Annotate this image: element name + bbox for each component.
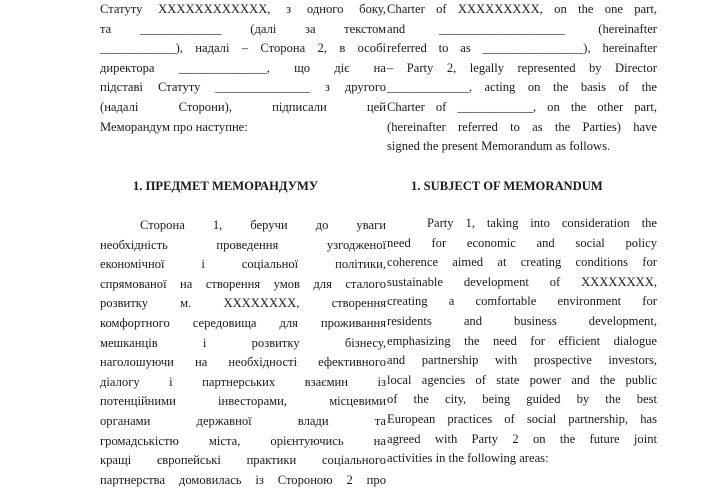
text-line: директора ______________, що діє на <box>100 60 386 75</box>
text-line: activities in the following areas: <box>387 451 549 466</box>
text-line: (hereinafter referred to as the Parties) have <box>387 119 657 134</box>
left-subject-paragraph <box>100 216 386 490</box>
text-line: local agencies of state power and the public <box>387 372 657 387</box>
text-line: Charter of ____________, on the other part, <box>387 99 657 114</box>
text-line: and partnership with prospective investors, <box>387 353 657 368</box>
text-line: економічної і соціальної політики, <box>100 257 386 272</box>
text-line: creating a comfortable environment for <box>387 294 657 309</box>
text-line: of the city, being guided by the best <box>387 392 657 407</box>
text-line: необхідність проведення узгодженої <box>100 237 386 252</box>
text-line: (надалі Сторони), підписали цей <box>100 99 386 114</box>
text-line: та _____________ (далі за текстом <box>100 21 386 36</box>
text-line: _____________, acting on the basis of the <box>387 80 657 95</box>
text-line: потенційними інвесторами, місцевими <box>100 394 386 409</box>
text-line: громадськістю міста, орієнтуючись на <box>100 433 386 448</box>
text-line: coherence aimed at creating conditions for <box>387 255 657 270</box>
text-line: emphasizing the need for efficient dialogue <box>387 333 657 348</box>
text-line: sustainable development of XXXXXXXX, <box>387 274 657 289</box>
text-line: партнерства домовилась із Стороною 2 про <box>100 472 386 487</box>
text-line: Меморандум про наступне: <box>100 119 248 134</box>
text-line: органами державної влади та <box>100 413 386 428</box>
section-heading-en: 1. SUBJECT OF MEMORANDUM <box>411 179 603 193</box>
text-line: Статуту XXXXXXXXXXXX, з одного боку, <box>100 2 386 16</box>
right-intro-paragraph <box>387 0 657 157</box>
text-line: signed the present Memorandum as follows. <box>387 139 611 154</box>
right-subject-paragraph <box>387 214 657 469</box>
text-line: – Party 2, legally represented by Director <box>387 60 657 75</box>
section-heading-uk: 1. ПРЕДМЕТ МЕМОРАНДУМУ <box>133 179 319 193</box>
text-line: referred to as ________________), hereinafter <box>387 41 657 56</box>
text-line: діалогу і партнерських взаємин із <box>100 374 386 389</box>
text-line: спрямованої на створення умов для сталого <box>100 276 386 291</box>
text-line: мешканців і розвитку бізнесу, <box>100 335 386 350</box>
text-line: agreed with Party 2 on the future joint <box>387 431 657 446</box>
text-line: Charter of XXXXXXXXX, on the one part, <box>387 2 657 16</box>
text-line: and ____________________ (hereinafter <box>387 21 657 36</box>
text-line: розвитку м. XXXXXXXX, створення <box>100 296 386 311</box>
text-line: кращі європейські практики соціального <box>100 453 386 468</box>
text-line: European practices of social partnership, has <box>387 411 657 426</box>
text-line: підставі Статуту _______________ з другого <box>100 80 386 95</box>
text-line: need for economic and social policy <box>387 235 657 250</box>
text-line: наголошуючи на необхідності ефективного <box>100 355 386 370</box>
text-line: residents and business development, <box>387 313 657 328</box>
text-line: ____________), надалі – Сторона 2, в особі <box>100 41 386 56</box>
text-line: Сторона 1, беручи до уваги <box>140 218 386 232</box>
text-line: комфортного середовища для проживання <box>100 315 386 330</box>
left-intro-paragraph <box>100 0 386 137</box>
text-line: Party 1, taking into consideration the <box>427 216 657 230</box>
